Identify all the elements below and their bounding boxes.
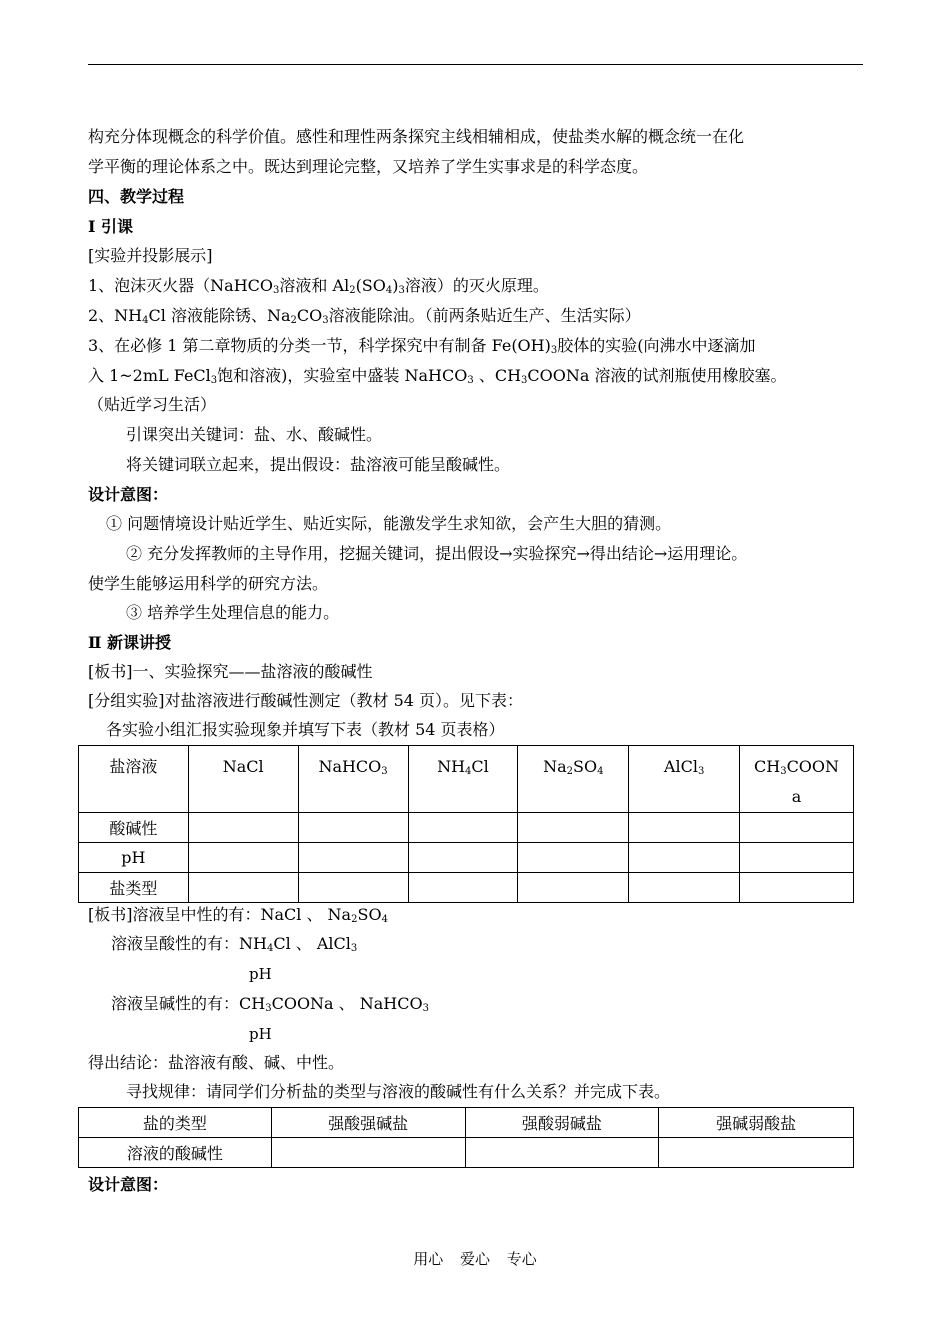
- row-label-salt-type: 盐类型: [79, 873, 189, 903]
- table-cell[interactable]: [629, 873, 740, 903]
- salt-solution-table: [78, 745, 854, 903]
- header-salt-solution: 盐溶液: [79, 746, 189, 813]
- report-instruction: 各实验小组汇报实验现象并填写下表（教材 54 页表格）: [106, 720, 505, 739]
- header-ch3coona: $CH_3COON$ a: [740, 746, 854, 813]
- intro-hypothesis: 将关键词联立起来，提出假设：盐溶液可能呈酸碱性。: [126, 455, 511, 474]
- header-strong-acid-strong-base: 强酸强碱盐: [271, 1108, 465, 1138]
- ph-note-basic: pH: [249, 1025, 272, 1043]
- table-cell[interactable]: [465, 1138, 659, 1168]
- item-1: 1、泡沫灭火器（NaHCO$_3$溶液和 $Al_2(SO_4)_3$溶液）的灭火原理。: [88, 276, 549, 296]
- design-point-3: ③ 培养学生处理信息的能力。: [126, 603, 340, 622]
- board-acidic: 溶液呈酸性的有：$NH_4Cl$ 、 AlCl$_3$: [111, 934, 358, 954]
- item-3-line-3: （贴近学习生活）: [88, 395, 217, 414]
- table-cell[interactable]: [740, 813, 854, 843]
- table-cell[interactable]: [740, 843, 854, 873]
- table-cell[interactable]: [629, 813, 740, 843]
- table-cell[interactable]: [298, 813, 408, 843]
- table-row: [79, 1138, 854, 1168]
- design-point-1: ① 问题情境设计贴近学生、贴近实际，能激发学生求知欲，会产生大胆的猜测。: [106, 514, 672, 533]
- table-row: [79, 813, 854, 843]
- header-nacl: NaCl: [188, 746, 298, 813]
- table-cell[interactable]: [518, 813, 629, 843]
- table-cell[interactable]: [408, 873, 518, 903]
- table-header-row: [79, 1108, 854, 1138]
- design-point-2-cont: 使学生能够运用科学的研究方法。: [88, 574, 329, 593]
- design-point-2: ② 充分发挥教师的主导作用，挖掘关键词，提出假设→实验探究→得出结论→运用理论。: [126, 544, 748, 563]
- table-cell[interactable]: [188, 843, 298, 873]
- footer-word: 爱心: [459, 1250, 490, 1268]
- intro-keywords: 引课突出关键词：盐、水、酸碱性。: [126, 425, 383, 444]
- conclusion: 得出结论：盐溶液有酸、碱、中性。: [88, 1053, 345, 1072]
- find-rule: 寻找规律：请同学们分析盐的类型与溶液的酸碱性有什么关系？并完成下表。: [126, 1082, 671, 1101]
- header-nahco3: NaHCO$_3$: [298, 746, 408, 813]
- table-cell[interactable]: [659, 1138, 854, 1168]
- intro-paragraph-line-2: 学平衡的理论体系之中。既达到理论完整，又培养了学生实事求是的科学态度。: [88, 157, 649, 176]
- footer-word: 用心: [413, 1250, 444, 1268]
- table-header-row: [79, 746, 854, 813]
- item-3-line-2: 入 1~2mL FeCl$_3$饱和溶液)，实验室中盛装 NaHCO$_3$ 、$CH_3COONa$ 溶液的试剂瓶使用橡胶塞。: [88, 366, 787, 386]
- header-rule: [88, 64, 863, 65]
- table-cell[interactable]: [271, 1138, 465, 1168]
- table-cell[interactable]: [740, 873, 854, 903]
- table-row: [79, 843, 854, 873]
- table-cell[interactable]: [518, 873, 629, 903]
- section-heading: 四、教学过程: [88, 187, 185, 206]
- design-intent-heading-2: 设计意图：: [88, 1175, 169, 1194]
- header-salt-type: 盐的类型: [79, 1108, 272, 1138]
- row-label-acidity: 酸碱性: [79, 813, 189, 843]
- table-cell[interactable]: [408, 813, 518, 843]
- board-note-1: [板书]一、实验探究——盐溶液的酸碱性: [88, 662, 373, 681]
- header-strong-base-weak-acid: 强碱弱酸盐: [659, 1108, 854, 1138]
- table-cell[interactable]: [188, 873, 298, 903]
- experiment-tag: [实验并投影展示]: [88, 246, 213, 265]
- item-3-line-1: 3、在必修 1 第二章物质的分类一节，科学探究中有制备 $Fe(OH)_3$胶体的实验(向沸水中逐滴加: [88, 336, 756, 356]
- header-alcl3: AlCl$_3$: [629, 746, 740, 813]
- intro-paragraph-line-1: 构充分体现概念的科学价值。感性和理性两条探究主线相辅相成，使盐类水解的概念统一在化: [88, 127, 745, 146]
- part2-heading: Ⅱ 新课讲授: [88, 633, 172, 652]
- header-na2so4: $Na_2SO_4$: [518, 746, 629, 813]
- design-intent-heading: 设计意图：: [88, 485, 169, 504]
- page-footer: [0, 1248, 950, 1269]
- part1-heading: Ⅰ 引课: [88, 217, 134, 236]
- item-2: 2、$NH_4Cl$ 溶液能除锈、$Na_2CO_3$溶液能除油。（前两条贴近生产、生活实际）: [88, 306, 641, 326]
- table-cell[interactable]: [408, 843, 518, 873]
- table-cell[interactable]: [629, 843, 740, 873]
- ph-note-acidic: pH: [249, 965, 272, 983]
- board-basic: 溶液呈碱性的有：$CH_3COONa$ 、 NaHCO$_3$: [111, 994, 429, 1014]
- table-cell[interactable]: [518, 843, 629, 873]
- table-row: [79, 873, 854, 903]
- row-label-ph: pH: [79, 843, 189, 873]
- row-label-solution-acidity: 溶液的酸碱性: [79, 1138, 272, 1168]
- salt-type-table: [78, 1107, 854, 1168]
- footer-word: 专心: [506, 1250, 537, 1268]
- header-nh4cl: $NH_4Cl$: [408, 746, 518, 813]
- table-cell[interactable]: [298, 873, 408, 903]
- table-cell[interactable]: [188, 813, 298, 843]
- header-strong-acid-weak-base: 强酸弱碱盐: [465, 1108, 659, 1138]
- group-experiment: [分组实验]对盐溶液进行酸碱性测定（教材 54 页）。见下表：: [88, 691, 524, 710]
- board-neutral: [板书]溶液呈中性的有：NaCl 、 $Na_2SO_4$: [88, 905, 388, 925]
- table-cell[interactable]: [298, 843, 408, 873]
